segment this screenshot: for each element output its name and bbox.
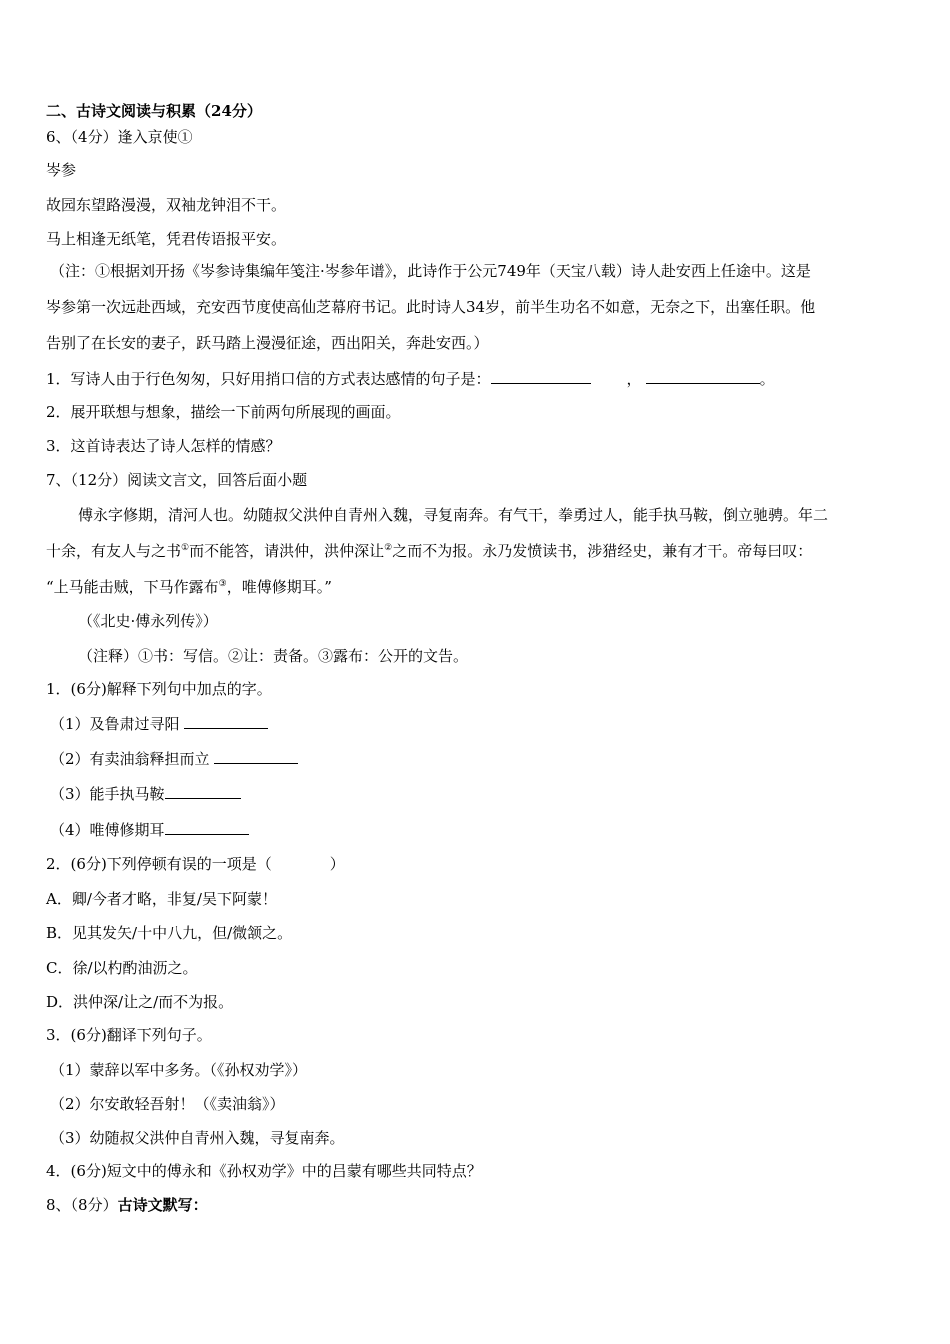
- answer-blank[interactable]: [646, 368, 760, 384]
- option-b: B．见其发矢/十中八九，但/微颔之。: [46, 924, 293, 942]
- item-text: （2）有卖油翁释担而立: [50, 750, 215, 768]
- annotation-line-1: （注：➀根据刘开扬《岑参诗集编年笺注·岑参年谱》，此诗作于公元749年（天宝八载）诗人赴安西上任途中。这是: [50, 262, 811, 280]
- q7-sub3-item-1: （1）蒙辞以军中多务。（《孙权劝学》）: [50, 1061, 308, 1079]
- option-c: C．徐/以杓酌油沥之。: [46, 959, 198, 977]
- q7-sub2-close: ）: [329, 855, 345, 873]
- passage-line-2: [46, 541, 812, 561]
- q7-sub2: [46, 854, 345, 874]
- passage-text: “上马能击贼，下马作露布: [46, 578, 219, 596]
- q8-head: 8、（8分）: [46, 1196, 118, 1214]
- q6-sub1-text: 1．写诗人由于行色匆匆，只好用捎口信的方式表达感情的句子是：: [46, 370, 491, 388]
- passage-text: 十余，有友人与之书: [46, 542, 182, 560]
- item-text: （1）及鲁肃过寻阳: [50, 715, 185, 733]
- q7-sub1: 1．(6分)解释下列句中加点的字。: [46, 680, 272, 698]
- q6-sub1: [46, 368, 775, 389]
- footnote-mark: ②: [384, 543, 393, 553]
- q6-sub1-end: 。: [759, 370, 775, 388]
- answer-blank[interactable]: [165, 783, 241, 799]
- passage-text: 之而不为报。永乃发愤读书，涉猎经史，兼有才干。帝每曰叹：: [392, 542, 813, 560]
- passage-text: ，唯傅修期耳。”: [226, 578, 332, 596]
- q8-heading: [46, 1195, 208, 1215]
- passage-text: 而不能答，请洪仲，洪仲深让: [189, 542, 385, 560]
- poem-line-1: 故园东望路漫漫，双袖龙钟泪不干。: [46, 196, 287, 214]
- q7-sub4: 4．(6分)短文中的傅永和《孙权劝学》中的吕蒙有哪些共同特点？: [46, 1162, 482, 1180]
- poem-author: 岑参: [46, 161, 77, 179]
- footnote-mark: ①: [181, 543, 190, 553]
- q7-sub1-item-4: [50, 819, 249, 840]
- passage-notes: （注释）①书：写信。②让：责备。③露布：公开的文告。: [78, 647, 469, 665]
- option-d: D．洪仲深/让之/而不为报。: [46, 993, 234, 1011]
- answer-blank[interactable]: [491, 368, 591, 384]
- item-text: （3）能手执马鞍: [50, 785, 165, 803]
- q7-heading: 7、（12分）阅读文言文，回答后面小题: [46, 471, 308, 489]
- annotation-line-3: 告别了在长安的妻子，跃马踏上漫漫征途，西出阳关，奔赴安西。）: [46, 334, 489, 352]
- q7-sub1-item-3: [50, 783, 241, 804]
- option-a: A．卿/今者才略，非复/吴下阿蒙！: [46, 890, 277, 908]
- q6-sub1-sep: ，: [626, 370, 642, 388]
- annotation-line-2: 岑参第一次远赴西域，充安西节度使高仙芝幕府书记。此时诗人34岁，前半生功名不如意，无奈之下，出塞任职。他: [46, 298, 816, 316]
- note-mark: ➀: [177, 128, 193, 146]
- q7-sub1-item-1: [50, 713, 268, 734]
- passage-source: （《北史·傅永列传》）: [78, 612, 218, 630]
- footnote-mark: ③: [218, 579, 227, 589]
- answer-blank[interactable]: [184, 713, 268, 729]
- q7-sub3-item-3: （3）幼随叔父洪仲自青州入魏，寻复南奔。: [50, 1129, 345, 1147]
- q6-sub2: 2．展开联想与想象，描绘一下前两句所展现的画面。: [46, 403, 401, 421]
- poem-line-2: 马上相逢无纸笔，凭君传语报平安。: [46, 230, 287, 248]
- q6-heading: [46, 127, 193, 147]
- q7-sub3-item-2: （2）尔安敢轻吾射！（《卖油翁》）: [50, 1095, 285, 1113]
- passage-line-3: [46, 577, 332, 597]
- q7-sub1-item-2: [50, 748, 298, 769]
- item-text: （4）唯傅修期耳: [50, 821, 165, 839]
- passage-line-1: 傅永字修期，清河人也。幼随叔父洪仲自青州入魏，寻复南奔。有气干，拳勇过人，能手执马鞍，倒立驰骋。年二: [78, 506, 829, 524]
- answer-blank[interactable]: [165, 819, 249, 835]
- q7-sub3: 3．(6分)翻译下列句子。: [46, 1026, 212, 1044]
- q8-title: 古诗文默写：: [117, 1196, 208, 1214]
- q6-sub3: 3．这首诗表达了诗人怎样的情感？: [46, 437, 281, 455]
- q7-sub2-text: 2．(6分)下列停顿有误的一项是（: [46, 855, 272, 873]
- answer-blank[interactable]: [214, 748, 298, 764]
- q6-head: 6、（4分）逢入京使: [46, 128, 178, 146]
- section-title: 二、古诗文阅读与积累（24分）: [46, 102, 262, 120]
